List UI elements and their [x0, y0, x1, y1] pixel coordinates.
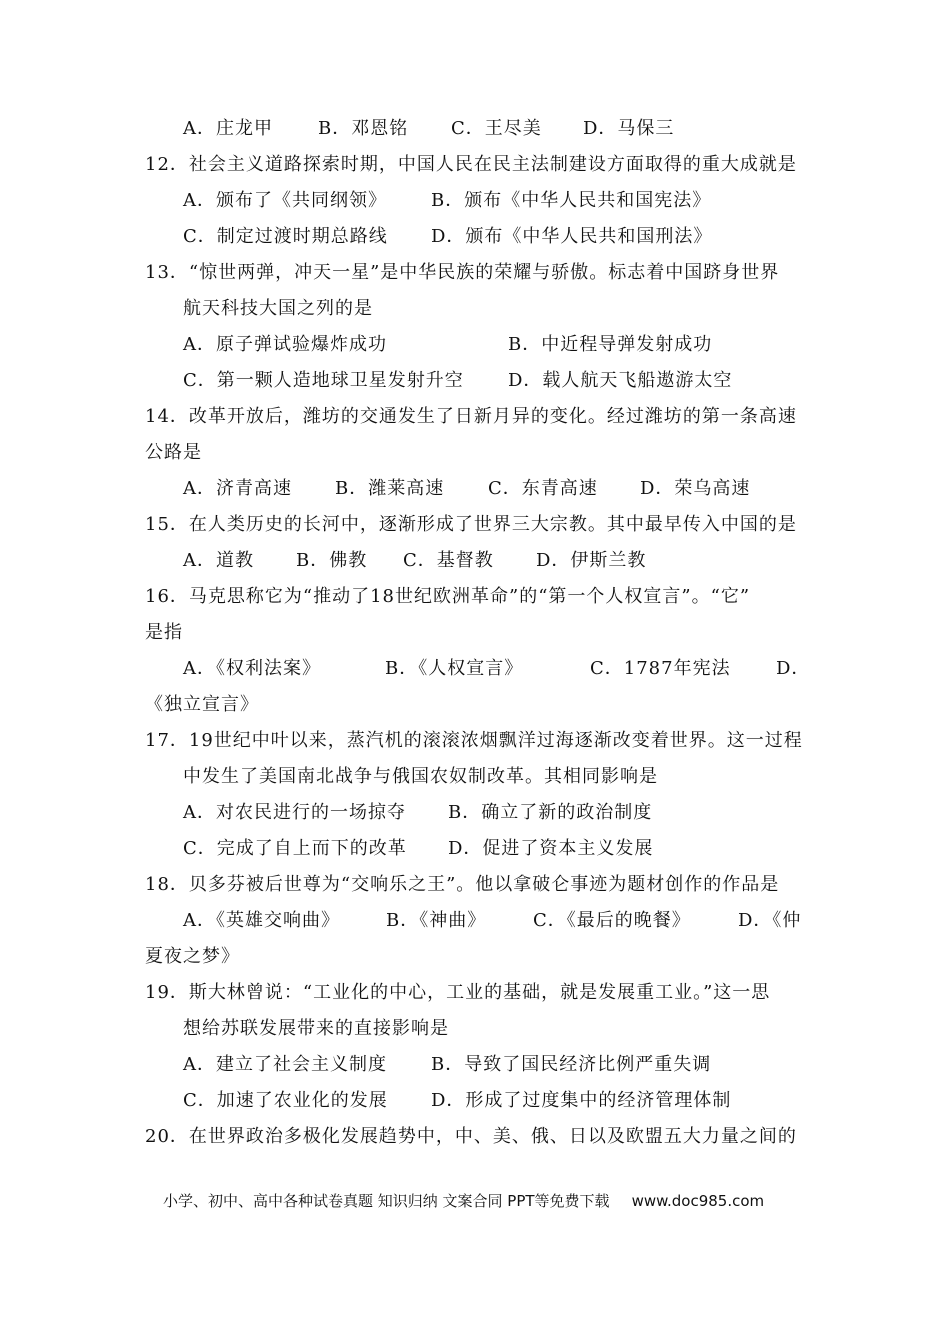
answer-option: A．《英雄交响曲》 [183, 910, 340, 931]
text-line: 夏夜之梦》 [145, 946, 240, 967]
text-line: 19．斯大林曾说：“工业化的中心，工业的基础，就是发展重工业。”这一思 [145, 982, 771, 1003]
text-line: 20．在世界政治多极化发展趋势中，中、美、俄、日以及欧盟五大力量之间的 [145, 1126, 797, 1147]
answer-option: C．1787年宪法 [590, 658, 731, 679]
answer-option: C．完成了自上而下的改革 [183, 838, 407, 859]
answer-option: C．王尽美 [451, 118, 542, 139]
text-line: 《独立宣言》 [145, 694, 259, 715]
answer-option: A．颁布了《共同纲领》 [183, 190, 387, 211]
answer-option: A．原子弹试验爆炸成功 [183, 334, 387, 355]
text-line: 14．改革开放后，潍坊的交通发生了日新月异的变化。经过潍坊的第一条高速 [145, 406, 797, 427]
answer-option: B．《神曲》 [386, 910, 487, 931]
text-line: 17．19世纪中叶以来，蒸汽机的滚滚浓烟飘洋过海逐渐改变着世界。这一过程 [145, 730, 803, 751]
answer-option: C．第一颗人造地球卫星发射升空 [183, 370, 464, 391]
footer-text: 小学、初中、高中各种试卷真题 知识归纳 文案合同 PPT等免费下载 [163, 1192, 610, 1210]
answer-option: A．庄龙甲 [183, 118, 273, 139]
answer-option: B．《人权宣言》 [385, 658, 524, 679]
answer-option: A．对农民进行的一场掠夺 [183, 802, 406, 823]
answer-option: D．颁布《中华人民共和国刑法》 [431, 226, 713, 247]
text-line: 13．“惊世两弹，冲天一星”是中华民族的荣耀与骄傲。标志着中国跻身世界 [145, 262, 780, 283]
text-line: 中发生了美国南北战争与俄国农奴制改革。其相同影响是 [183, 766, 658, 787]
text-line: 是指 [145, 622, 183, 643]
text-line: 想给苏联发展带来的直接影响是 [183, 1018, 449, 1039]
text-line: 18．贝多芬被后世尊为“交响乐之王”。他以拿破仑事迹为题材创作的作品是 [145, 874, 780, 895]
answer-option: C．制定过渡时期总路线 [183, 226, 388, 247]
answer-option: D．形成了过度集中的经济管理体制 [431, 1090, 732, 1111]
answer-option: D．荣乌高速 [640, 478, 751, 499]
answer-option: D．马保三 [583, 118, 675, 139]
answer-option: B．中近程导弹发射成功 [508, 334, 713, 355]
answer-option: C．《最后的晚餐》 [533, 910, 691, 931]
answer-option: D．促进了资本主义发展 [448, 838, 654, 859]
answer-option: B．邓恩铭 [318, 118, 409, 139]
answer-option: D． [776, 658, 811, 679]
answer-option: B．颁布《中华人民共和国宪法》 [431, 190, 712, 211]
answer-option: D．《仲 [738, 910, 802, 931]
answer-option: B．潍莱高速 [335, 478, 445, 499]
text-line: 12．社会主义道路探索时期，中国人民在民主法制建设方面取得的重大成就是 [145, 154, 797, 175]
answer-option: C．基督教 [403, 550, 494, 571]
answer-option: A．道教 [183, 550, 254, 571]
answer-option: A．建立了社会主义制度 [183, 1054, 387, 1075]
answer-option: C．东青高速 [488, 478, 598, 499]
answer-option: C．加速了农业化的发展 [183, 1090, 388, 1111]
footer-url[interactable]: www.doc985.com [631, 1192, 765, 1210]
answer-option: B．导致了国民经济比例严重失调 [431, 1054, 712, 1075]
answer-option: A．济青高速 [183, 478, 292, 499]
page-footer [163, 1190, 764, 1212]
text-line: 15．在人类历史的长河中，逐渐形成了世界三大宗教。其中最早传入中国的是 [145, 514, 797, 535]
answer-option: B．佛教 [296, 550, 368, 571]
answer-option: B．确立了新的政治制度 [448, 802, 653, 823]
answer-option: D．伊斯兰教 [536, 550, 647, 571]
text-line: 航天科技大国之列的是 [183, 298, 373, 319]
text-line: 公路是 [145, 442, 202, 463]
text-line: 16．马克思称它为“推动了18世纪欧洲革命”的“第一个人权宣言”。“它” [145, 586, 751, 607]
answer-option: D．载人航天飞船遨游太空 [508, 370, 733, 391]
answer-option: A．《权利法案》 [183, 658, 321, 679]
